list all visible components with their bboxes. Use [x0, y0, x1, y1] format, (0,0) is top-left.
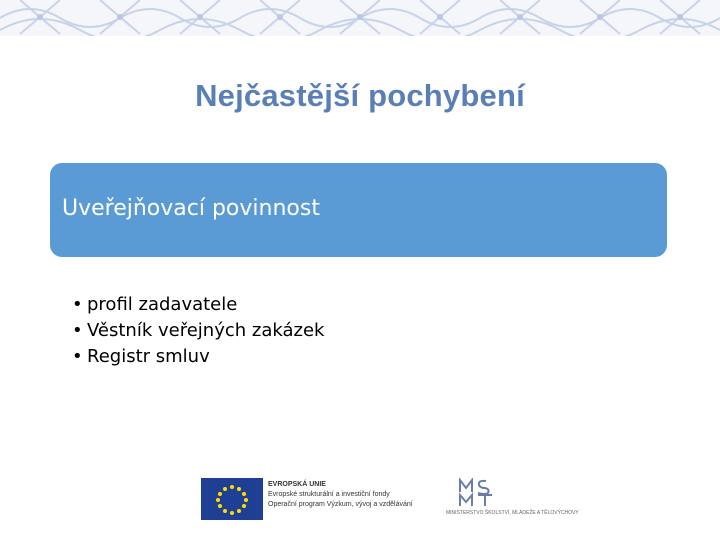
- bullet-symbol: •: [72, 320, 83, 341]
- bullet-symbol: •: [72, 294, 83, 315]
- eu-programme: Operační program Výzkum, vývoj a vzdělávání: [268, 501, 413, 508]
- section-header-box: [50, 163, 667, 257]
- list-item: [72, 344, 324, 370]
- eu-funds: Evropské strukturální a investiční fondy: [268, 491, 390, 498]
- bullet-text: Registr smluv: [87, 346, 210, 367]
- msmt-logo-icon: [458, 478, 498, 508]
- eu-flag-logo: [201, 478, 263, 520]
- msmt-logo-text: MINISTERSTVO ŠKOLSTVÍ, MLÁDEŽE A TĚLOVÝCHOVY: [446, 510, 579, 516]
- list-item: [72, 318, 324, 344]
- msmt-logo: [458, 478, 498, 508]
- bullet-text: Věstník veřejných zakázek: [87, 320, 325, 341]
- section-header-text: Uveřejňovací povinnost: [62, 196, 320, 221]
- network-pattern: [0, 0, 720, 36]
- eu-stars-icon: [201, 478, 263, 520]
- bullet-text: profil zadavatele: [87, 294, 238, 315]
- eu-logo-text: [268, 480, 413, 510]
- eu-name: EVROPSKÁ UNIE: [268, 481, 326, 488]
- bullet-symbol: •: [72, 346, 83, 367]
- footer-logos: [0, 476, 720, 524]
- bullet-list: [72, 292, 324, 370]
- decorative-banner: [0, 0, 720, 36]
- list-item: [72, 292, 324, 318]
- slide-title: Nejčastější pochybení: [195, 78, 525, 113]
